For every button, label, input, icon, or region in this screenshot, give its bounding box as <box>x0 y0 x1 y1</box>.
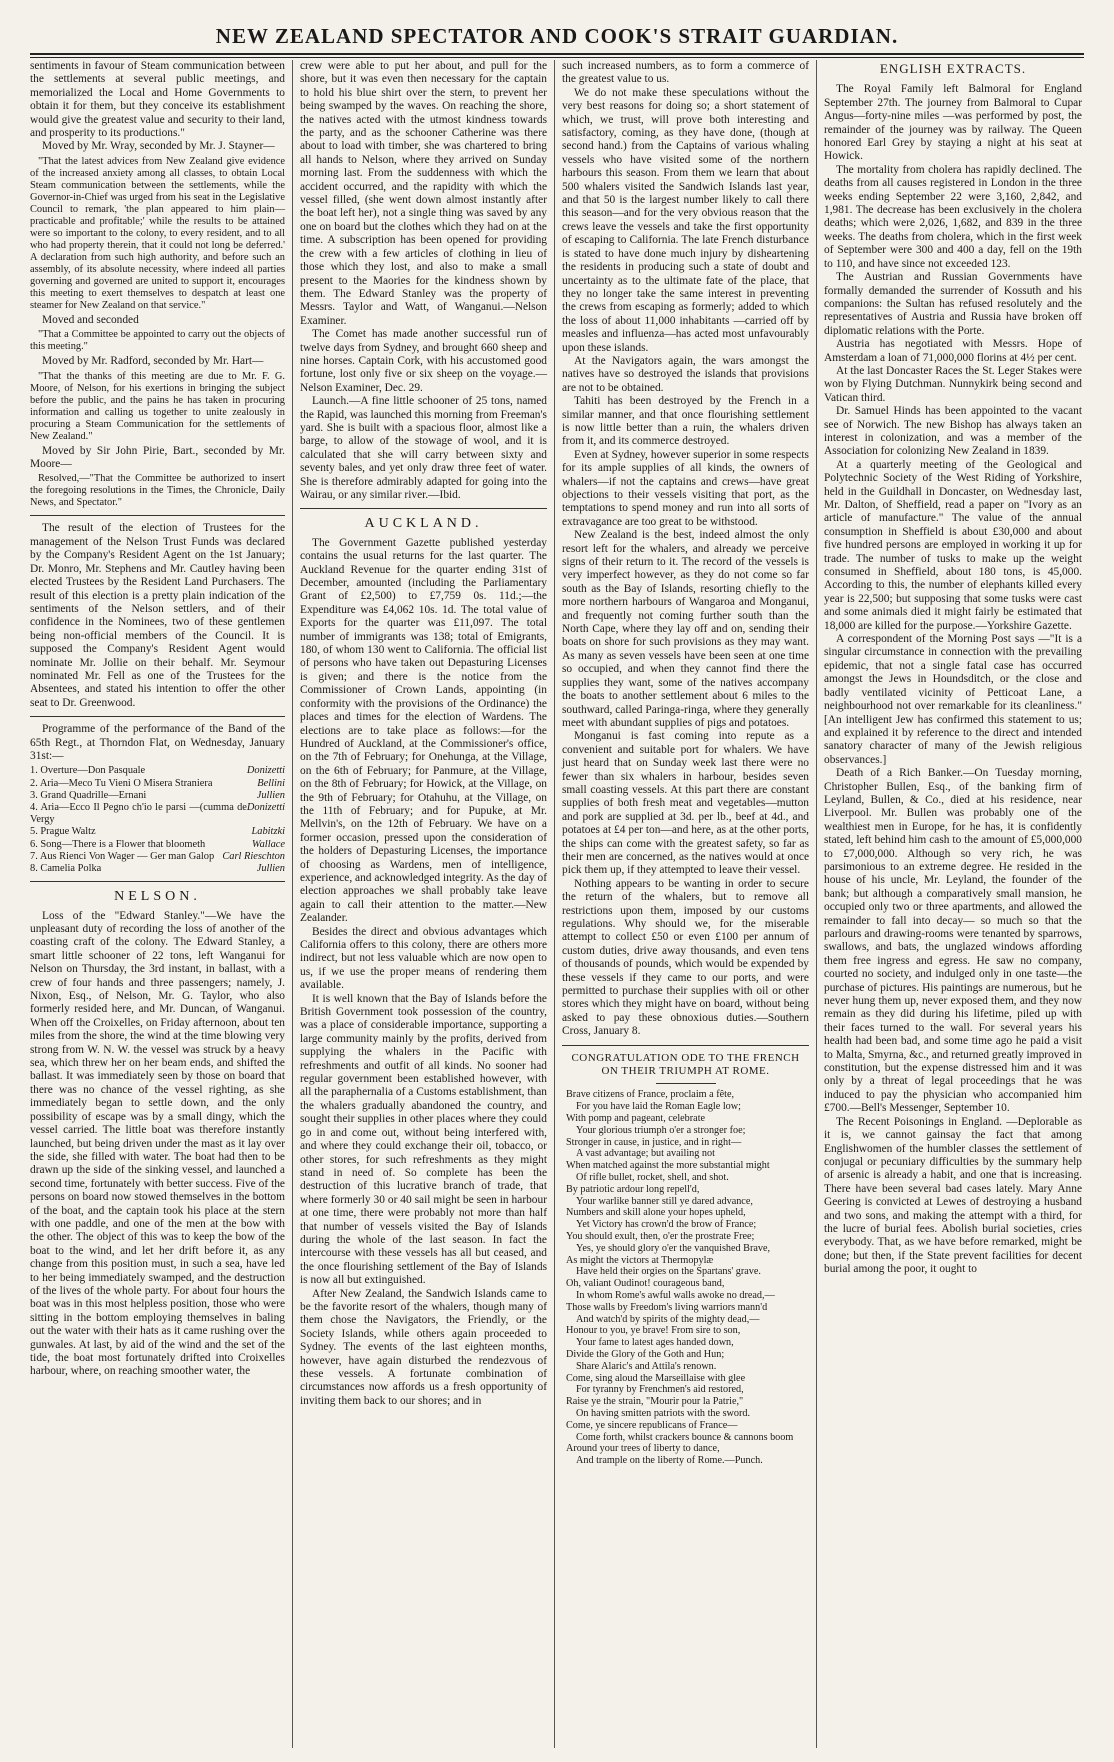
programme-item: 6. Song—There is a Flower that bloometh <box>30 838 206 850</box>
poem-line: Stronger in cause, in justice, and in right— <box>566 1136 742 1148</box>
article-paragraph: Nothing appears to be wanting in order to secure the return of the whalers, but to remove all restrictions upon them, imposed by our customs regulations. Why should we, for the miserable attempt to collect £50 or even £100 per annum of custom duties, drive away thousands, and even tens of thousands of pounds, which would be expended by these vessels if they came to our ports, and were permitted to purchase their supplies with oil or other stores which they might have on board, without being asked to pay these obnoxious duties.—Southern Cross, January 8. <box>562 877 809 1038</box>
article-paragraph: Tahiti has been destroyed by the French in a similar manner, and that once flourishing settlement is now little better than a ruin, the whalers driven from it, and its commerce destroyed. <box>562 395 809 448</box>
poem-line: Share Alaric's and Attila's renown. <box>576 1360 717 1372</box>
column-4 <box>816 60 1082 1748</box>
article-paragraph: Moved by Mr. Wray, seconded by Mr. J. Stayner— <box>42 140 275 153</box>
divider <box>300 508 547 509</box>
article-paragraph: Moved and seconded <box>42 313 139 326</box>
poem-line: Come, sing aloud the Marseillaise with glee <box>566 1372 746 1384</box>
article-paragraph: crew were able to put her about, and pull for the shore, but it was even then necessary for the captain to hold his blue shirt over the stern, to prevent her being swamped by the waves. On reaching the shore, the natives acted with the utmost kindness towards the party, and as the schooner Catherine was there about to load with timber, she was chartered to bring all hands to Nelson, where they arrived on Sunday morning last. From the suddenness with which the accident occurred, and the rapidity with which the vessel filled, (she went down almost instantly after the boat left her), not a single thing was saved by any one on board but the clothes which they had on at the time. A subscription has been opened for providing the crew with a few articles of clothing in lieu of those which they lost, and also to make a small present to the Maories for the kindness shown by them. The Edward Stanley was the property of Messrs. Taylor and Watt, of Wanganui.—Nelson Examiner. <box>300 60 547 327</box>
article-paragraph: Death of a Rich Banker.—On Tuesday morning, Christopher Bullen, Esq., of the banking firm of Leyland, Bullen, & Co., died at his residence, near Liverpool. Mr. Bullen was probably one of the wealthiest men in Europe, for he has, it is confidently stated, left behind him cash to the amount of £5,000,000 to £7,000,000. Although so very rich, he was parsimonious to an extreme degree. He resided in the house of his uncle, Mr. Leyland, the founder of the bank; but although a comparatively small mansion, he occupied only two or three apartments, and allowed the remainder to fall into decay— so much so that the parlours and drawing-rooms were tenanted by sparrows, swallows, and bats, the unglazed windows affording them free ingress and egress. He saw no company, courted no society, and indulged only in one taste—the purchase of pictures. His paintings are numerous, but he never hung them up, never exposed them, and they now remain as they did during his lifetime, piled up with their faces turned to the wall. For several years his health had been bad, and some time ago he paid a visit to Malta, Smyrna, &c., and returned greatly improved in constitution, but the expense distressed him and it was only by a threat of legal proceedings that he was induced to pay the physician who accompanied him £700.—Bell's Messenger, September 10. <box>824 767 1082 1115</box>
programme-composer: Bellini <box>257 777 285 789</box>
article-paragraph: Moved by Mr. Radford, seconded by Mr. Hart— <box>42 355 264 368</box>
article-paragraph: We do not make these speculations without the very best reasons for doing so; a short statement of which, we trust, will prove both interesting and satisfactory, coming, as they have done, (though at second hand.) from the Captains of various whaling vessels who have visited some of the northern harbours this season. From them we learn that about 500 whalers visited the Sandwich Islands last year, and that 50 is the largest number likely to call there this season—and for the very obvious reason that the crews leave the vessels and take the first opportunity of escaping to California. The late French disturbance is stated to have done much injury by disheartening the residents in producing such a state of doubt and uncertainty as to the ultimate fate of the place, that they no longer take the same interest in preventing the crews from escaping as formerly; added to which the loss of about 11,000 inhabitants —carried off by measles and influenza—has acted most unfavourably upon these islands. <box>562 86 809 354</box>
poem-line: You should exult, then, o'er the prostrate Free; <box>566 1231 755 1243</box>
section-title-nelson: NELSON. <box>114 889 201 905</box>
poem-line: Come forth, whilst crackers bounce & cannons boom <box>576 1431 794 1443</box>
article-paragraph: Dr. Samuel Hinds has been appointed to the vacant see of Norwich. The new Bishop has always taken an interest in colonization, and was a member of the Association for colonizing New Zealand in 1839. <box>824 405 1082 458</box>
programme-composer: Jullien <box>256 863 285 874</box>
programme-row <box>30 851 285 863</box>
masthead-title: NEW ZEALAND SPECTATOR AND COOK'S STRAIT GUARDIAN. <box>215 24 899 48</box>
article-paragraph: Moved by Sir John Pirie, Bart., seconded by Mr. Moore— <box>30 444 285 471</box>
trustees-article: The result of the election of Trustees for the management of the Nelson Trust Funds was declared by the Company's Resident Agent on the 1st January; Dr. Monro, Mr. Stephens and Mr. Cautley having been elected Trustees by the Resident Land Purchasers. The result of this election is a pretty plain indication of the sentiments of the Nelson settlers, and of their confidence in the Nominees, two of these gentlemen being non-official members of the Council. It is supposed the Company's Resident Agent would nominate Mr. Jollie on their behalf. Mr. Seymour nominated Mr. Fell as one of the Trustees for the Absentees, and stated his intention to offer the other seat to Dr. Greenwood. <box>30 522 285 709</box>
poem-line: And trample on the liberty of Rome.—Punch. <box>576 1455 763 1467</box>
poem-line: Around your trees of liberty to dance, <box>566 1443 720 1455</box>
article-paragraph: After New Zealand, the Sandwich Islands came to be the favorite resort of the whalers, though many of them chose the Navigators, the Friendly, or the Society Islands, while others again proceeded to Sydney. The events of the last eighteen months, however, have again disturbed the rendezvous of these vessels. A fortunate combination of circumstances now affords us a fresh opportunity of inviting them back to our shores; and in <box>300 1287 547 1407</box>
poem-line: Divide the Glory of the Goth and Hun; <box>566 1349 725 1360</box>
band-programme <box>30 765 285 875</box>
article-paragraph: At the last Doncaster Races the St. Leger Stakes were won by Flying Dutchman. Nunnykirk being second and Vatican third. <box>824 364 1082 404</box>
poem-line: By patriotic ardour long repell'd, <box>566 1183 700 1195</box>
article-paragraph: sentiments in favour of Steam communication between the settlements at several public meetings, and memorialized the Local and Home Governments to obtain it for them, but they conceive its establishment would give the greatest value and security to their land, and prosperity to its productions." <box>30 60 285 140</box>
programme-composer: Labitzki <box>251 826 285 838</box>
article-paragraph: The Royal Family left Balmoral for England September 27th. The journey from Balmoral to Cupar Angus—forty-nine miles —was performed by post, the remainder of the journey was by railway. The Queen honored Earl Grey by staying a night at his seat at Howick. <box>824 83 1082 163</box>
poem-line: Honour to you, ye brave! From sire to son, <box>566 1325 741 1337</box>
programme-composer: Carl Rieschton <box>222 850 285 862</box>
divider <box>30 716 285 717</box>
poem-line: Your warlike banner still ye dared advance, <box>576 1195 753 1207</box>
poem-line: Raise ye the strain, "Mourir pour la Patrie," <box>566 1396 744 1408</box>
column-1 <box>30 60 292 1748</box>
article-paragraph: Even at Sydney, however superior in some respects for its ample supplies of all kinds, the owners of whalers—if not the captains and crews—have great objections to their vessels visiting that port, as the temptations to spend money and run into all sorts of extravagance are too great to be withstood. <box>562 448 809 528</box>
poem-line: For tyranny by Frenchmen's aid restored, <box>576 1384 744 1396</box>
quote-text: Resolved,—"That the Committee be authorized to insert the foregoing resolutions in the Times, the Chronicle, Daily News, and Spectator." <box>30 473 285 509</box>
poem-line: A vast advantage; but availing not <box>576 1148 715 1160</box>
article-paragraph: At the Navigators again, the wars amongst the natives have so destroyed the islands that provisions are not to be obtained. <box>562 354 809 394</box>
quote-text: "That a Committee be appointed to carry out the objects of this meeting." <box>30 329 285 353</box>
masthead-rule <box>30 53 1084 58</box>
article-paragraph: Monganui is fast coming into repute as a convenient and suitable port for whalers. We have just heard that on Sunday week last there were no fewer than six whalers in harbour, besides seven small coasting vessels. At this part there are constant supplies of both fresh meat and vegetables—mutton and pork are supplied at 3d. per lb., beef at 4d., and potatoes at £4 per ton—and here, as at the other ports, the ships can come with the greatest safety, so far as their men are concerned, as the natives would at once pick them up, if they attempted to leave their vessel. <box>562 730 809 877</box>
poem-line: Numbers and skill alone your hopes upheld, <box>566 1207 746 1219</box>
section-title-auckland: AUCKLAND. <box>364 516 483 532</box>
programme-intro: Programme of the performance of the Band of the 65th Regt., at Thorndon Flat, on Wednesday, January 31st:— <box>30 723 285 762</box>
quote-text: "That the thanks of this meeting are due to Mr. F. G. Moore, of Nelson, for his exertions in bringing the subject before the public, and the pains he has taken in procuring information and calling us together to unite zealously in procuring a Steam Communication for the settlements of New Zealand." <box>30 370 285 442</box>
column-3 <box>554 60 816 1748</box>
divider <box>30 515 285 516</box>
article-paragraph: Loss of the "Edward Stanley."—We have the unpleasant duty of recording the loss of another of the coasting craft of the colony. The Edward Stanley, a smart little schooner of 22 tons, left Wanganui for Nelson on Thursday, the 3rd instant, in ballast, with a crew of four hands and three passengers; namely, J. Nixon, Esq., of Nelson, Mr. G. Taylor, who also formerly resided here, and Mr. Duncan, of Wanganui. When off the Croixelles, on Friday afternoon, about ten miles from the shore, the wind at the time blowing very strong from W. N. W. the vessel was struck by a heavy sea, which threw her on her beam ends, and shifted the ballast. It was immediately seen by those on board that there was no chance of the vessel righting, as she immediately began to settle down, and the only possibility of escape was by a small dingy, which the vessel carried. The little boat was therefore instantly launched, but being driven under the mast as it lay over the side, she filled with water. The boat had then to be drawn up the side of the sinking vessel, and launched a second time, fortunately with better success. Five of the persons on board now stowed themselves in the bottom of the boat, and the captain took his place at the stern with one paddle, and one of the men at the bow with the other. The object of this was to keep the bow of the boat to the wind, and let her drift before it, as any change from this position must, in such a sea, have led to her being immediately swamped, and the destruction of the lives of the whole party. For about four hours the boat was in this most helpless position, those who were sitting in the bottom employing themselves in baling out the water with their hats as it came rushing over the gunwales. At last, by aid of the wind and the set of the tide, the boat most fortunately drifted into Croixelles harbour, where, on reaching smoother water, the <box>30 909 285 1378</box>
article-paragraph: such increased numbers, as to form a commerce of the greatest value to us. <box>562 60 809 86</box>
ode-poem <box>562 1089 809 1467</box>
poem-line: As might the victors at Thermopylæ <box>566 1254 714 1266</box>
poem-line: Yes, ye should glory o'er the vanquished Brave, <box>576 1242 771 1254</box>
article-paragraph: Besides the direct and obvious advantages which California offers to this colony, there are others more indirect, but not less valuable which are now open to us, if we use the proper means of rendering them available. <box>300 925 547 992</box>
article-paragraph: Launch.—A fine little schooner of 25 tons, named the Rapid, was launched this morning from Freeman's yard. She is built with a spacious floor, almost like a barge, to allow of the stowage of wool, and it is calculated that she will carry between sixty and seventy bales, and yet only draw three feet of water. She is therefore admirably adapted for going into the Wairau, or any similar river.—Ibid. <box>300 395 547 501</box>
poem-line: Brave citizens of France, proclaim a fête, <box>566 1089 735 1101</box>
article-paragraph: The mortality from cholera has rapidly declined. The deaths from all causes registered in London in the three weeks ending September 22 were 3,160, 2,842, and 1,981. The decrease has been exclusively in the cholera deaths; which were 2,026, 1,682, and 839 in the three weeks. The deaths from cholera, which in the first week of September were 300 and 400 a day, fell on the 19th to 110, and have since not exceeded 123. <box>824 163 1082 270</box>
programme-row <box>30 826 285 838</box>
programme-composer: Wallace <box>251 838 285 850</box>
programme-item: 4. Aria—Ecco Il Pegno ch'io le parsi —(cumma de Vergy <box>30 801 247 826</box>
short-divider <box>656 1083 716 1084</box>
article-paragraph: Austria has negotiated with Messrs. Hope of Amsterdam a loan of 71,000,000 florins at 4½ per cent. <box>824 338 1082 364</box>
programme-row <box>30 778 285 790</box>
divider <box>562 1045 809 1046</box>
programme-item: 7. Aus Rienci Von Wager — Ger man Galop <box>30 850 215 862</box>
poem-line: Those walls by Freedom's living warriors mann'd <box>566 1301 768 1313</box>
poem-line: Of rifle bullet, rocket, shell, and shot. <box>576 1172 729 1184</box>
poem-line: With pomp and pageant, celebrate <box>566 1113 706 1125</box>
divider <box>30 881 285 882</box>
poem-line: When matched against the more substantial might <box>566 1160 770 1172</box>
programme-row <box>30 863 285 875</box>
quote-text: "That the latest advices from New Zealand give evidence of the increased anxiety among all classes, to obtain Local Steam communication between the settlements, while the Governor-in-Chief was urged from his seat in the Legislative Council to remark, 'the plan appeared to him plain—practicable and profitable;' while the results to be attained were so important to the colony, to every resident, and to all who had property therein, that it could not long be deferred.' A declaration from such high authority, and before such an assembly, of its absolute necessity, where indeed all parties governing and governed are united to support it, encourages this meeting to exert themselves to despatch at least one steamer for New Zealand on that service." <box>30 155 285 311</box>
article-paragraph: The Austrian and Russian Governments have formally demanded the surrender of Kossuth and his companions: the Sultan has refused resolutely and the representatives of Austria and Russia have broken off diplomatic relations with the Porte. <box>824 271 1082 337</box>
programme-composer: Jullien <box>256 789 285 801</box>
programme-item: 5. Prague Waltz <box>30 826 96 838</box>
poem-line: Your fame to latest ages handed down, <box>576 1337 734 1349</box>
article-paragraph: The Comet has made another successful run of twelve days from Sydney, and brought 660 sheep and nine horses. Captain Cork, with his accustomed good fortune, lost only five or six sheep on the voyage.—Nelson Examiner, Dec. 29. <box>300 328 547 394</box>
poem-line: Come, ye sincere republicans of France— <box>566 1419 738 1431</box>
resolution-quote <box>30 371 285 443</box>
poem-line: In whom Rome's awful walls awoke no dread,— <box>576 1290 775 1302</box>
poem-line: Have held their orgies on the Spartans' grave. <box>576 1266 761 1278</box>
programme-row <box>30 839 285 851</box>
programme-row <box>30 765 285 777</box>
article-paragraph: A correspondent of the Morning Post says —"It is a singular circumstance in connection with the prevailing epidemic, that not a single fatal case has occurred amongst the Jews in Houndsditch, or the close and badly ventilated vicinity of Petticoat Lane, a neighbourhood not over remarkable for its cleanliness." [An intelligent Jew has confirmed this statement to us; and explained it by reference to the direct and intended sanatory character of many of the Jewish religious observances.] <box>824 633 1082 766</box>
resolution-quote <box>30 329 285 353</box>
article-paragraph: It is well known that the Bay of Islands before the British Government took possession of the country, was a place of considerable importance, supporting a large community mainly by the profits, derived from supplying the whalers in the Pacific with refreshments and outfit of all kinds. No sooner had regular government been established however, with all the paraphernalia of a Customs establishment, than the whalers gradually abandoned the country, and sought their supplies in other places where they could go in and come out, without being interfered with, and where they could exchange their oil, tobacco, or other stores, for such refreshments as they might stand in need of. So complete has been the destruction of this lucrative branch of trade, that where formerly 30 or 40 sail might be seen in harbour at one time, there were probably not more than half that number of vessels visited the Bay of Islands during the whole of the last season. In fact the intercourse with these vessels has all but ceased, and the once flourishing settlement of the Bay of Islands is now all but extinguished. <box>300 992 547 1287</box>
resolution-quote <box>30 473 285 509</box>
programme-item: 2. Aria—Meco Tu Vieni O Misera Straniera <box>30 777 213 789</box>
resolution-quote <box>30 156 285 312</box>
poem-line: Oh, valiant Oudinot! courageous band, <box>566 1278 725 1290</box>
programme-composer: Donizetti <box>246 801 285 813</box>
programme-item: 8. Camelia Polka <box>30 863 102 874</box>
poem-line: For you have laid the Roman Eagle low; <box>576 1101 741 1113</box>
programme-item: 1. Overture—Don Pasquale <box>30 765 146 777</box>
programme-row <box>30 790 285 802</box>
article-paragraph: The Recent Poisonings in England. —Deplorable as it is, we cannot gainsay the fact that among Englishwomen of the humbler classes the settlement of conjugal or pecuniary difficulties by the summary help of arsenic is already a habit, and one that is increasing. There have been several bad cases lately. Mary Anne Geering is convicted at Lewes of destroying a husband and two sons, and making the attempt with a third, for the lucre of burial fees. Abolish burial societies, cries everybody. That, as we have before remarked, might be done; but then, if the State prevent facilities for decent burial among the poor, it ought to <box>824 1115 1082 1276</box>
column-2 <box>292 60 554 1748</box>
poem-line: Yet Victory has crown'd the brow of France; <box>576 1219 757 1231</box>
article-paragraph: New Zealand is the best, indeed almost the only resort left for the whalers, and already we perceive signs of their return to it. The record of the vessels is very imperfect however, as they do not come so far south as the Bay of Islands, resorting chiefly to the more northern harbours of Wangaroa and Monganui, and frequently not coming further south than the North Cape, where they lay off and on, sending their boats on shore for such provisions as they may want. As many as seven vessels have been seen at one time so occupied, and when they cannot find there the supplies they want, some of the natives accompany the boats to another settlement about 6 miles to the southward, called Paringa-ringa, where they generally meet with abundant supplies of pigs and potatoes. <box>562 529 809 729</box>
article-paragraph: The Government Gazette published yesterday contains the usual returns for the last quarter. The Auckland Revenue for the quarter ending 31st of December, amounted (including the Parliamentary Grant of £2,500) to £7,759 0s. 11d.;—the Expenditure was £4,062 10s. 1d. The total value of Exports for the quarter was £11,097. The total number of immigrants was 138; total of Emigrants, 180, of whom 130 went to California. The official list of persons who have taken out Depasturing Licenses is given; and there is the notice from the Commissioner of Crown Lands, appointing (in conformity with the provisions of the Ordinance) the places and times for the election of Wardens. The elections are to take place as follows:—for the Hundred of Auckland, at the Commissioner's office, on the 7th of February; for Onehunga, at the Village, on the 6th of February; for Panmure, at the Village, on the 8th of February; for Howick, at the Village, on the 9th of February; for Otahuhu, at the Village, on the 11th of February; and for Pupuke, at Mr. Mellvin's, on the 12th of February. We have on a former occasion, pressed upon the consideration of the holders of Depasturing Licenses, the importance of choosing as Wardens, men of intelligence, experience, and acknowledged integrity. As the day of election approaches we shall probably take leave again to call their attention to the matter.—New Zealander. <box>300 536 547 925</box>
programme-row <box>30 802 285 826</box>
poem-line: Your glorious triumph o'er a stronger foe; <box>576 1124 746 1136</box>
section-title-english-extracts: ENGLISH EXTRACTS. <box>879 61 1027 76</box>
ode-title: CONGRATULATION ODE TO THE FRENCH ON THEIR TRIUMPH AT ROME. <box>571 1051 800 1078</box>
poem-line: And watch'd by spirits of the mighty dead,— <box>576 1313 760 1325</box>
columns <box>30 60 1084 1748</box>
article-paragraph: At a quarterly meeting of the Geological and Polytechnic Society of the West Riding of Yorkshire, held in the Guildhall in Doncaster, on Wednesday last, Mr. Dalton, of Sheffield, read a paper on "Ivory as an article of manufacture." The value of the annual consumption in Sheffield is about £30,000 and about five hundred persons are employed in working it up for trade. The number of tusks to make up the weight consumed in Sheffield, about 180 tons, is 45,000. According to this, the number of elephants killed every year is 22,500; but supposing that some tusks were cast and some animals died it might fairly be estimated that 18,000 are killed for the purpose.—Yorkshire Gazette. <box>824 458 1082 632</box>
programme-item: 3. Grand Quadrille—Ernani <box>30 789 147 801</box>
programme-composer: Donizetti <box>246 765 285 777</box>
poem-line: On having smitten patriots with the sword. <box>576 1407 751 1419</box>
